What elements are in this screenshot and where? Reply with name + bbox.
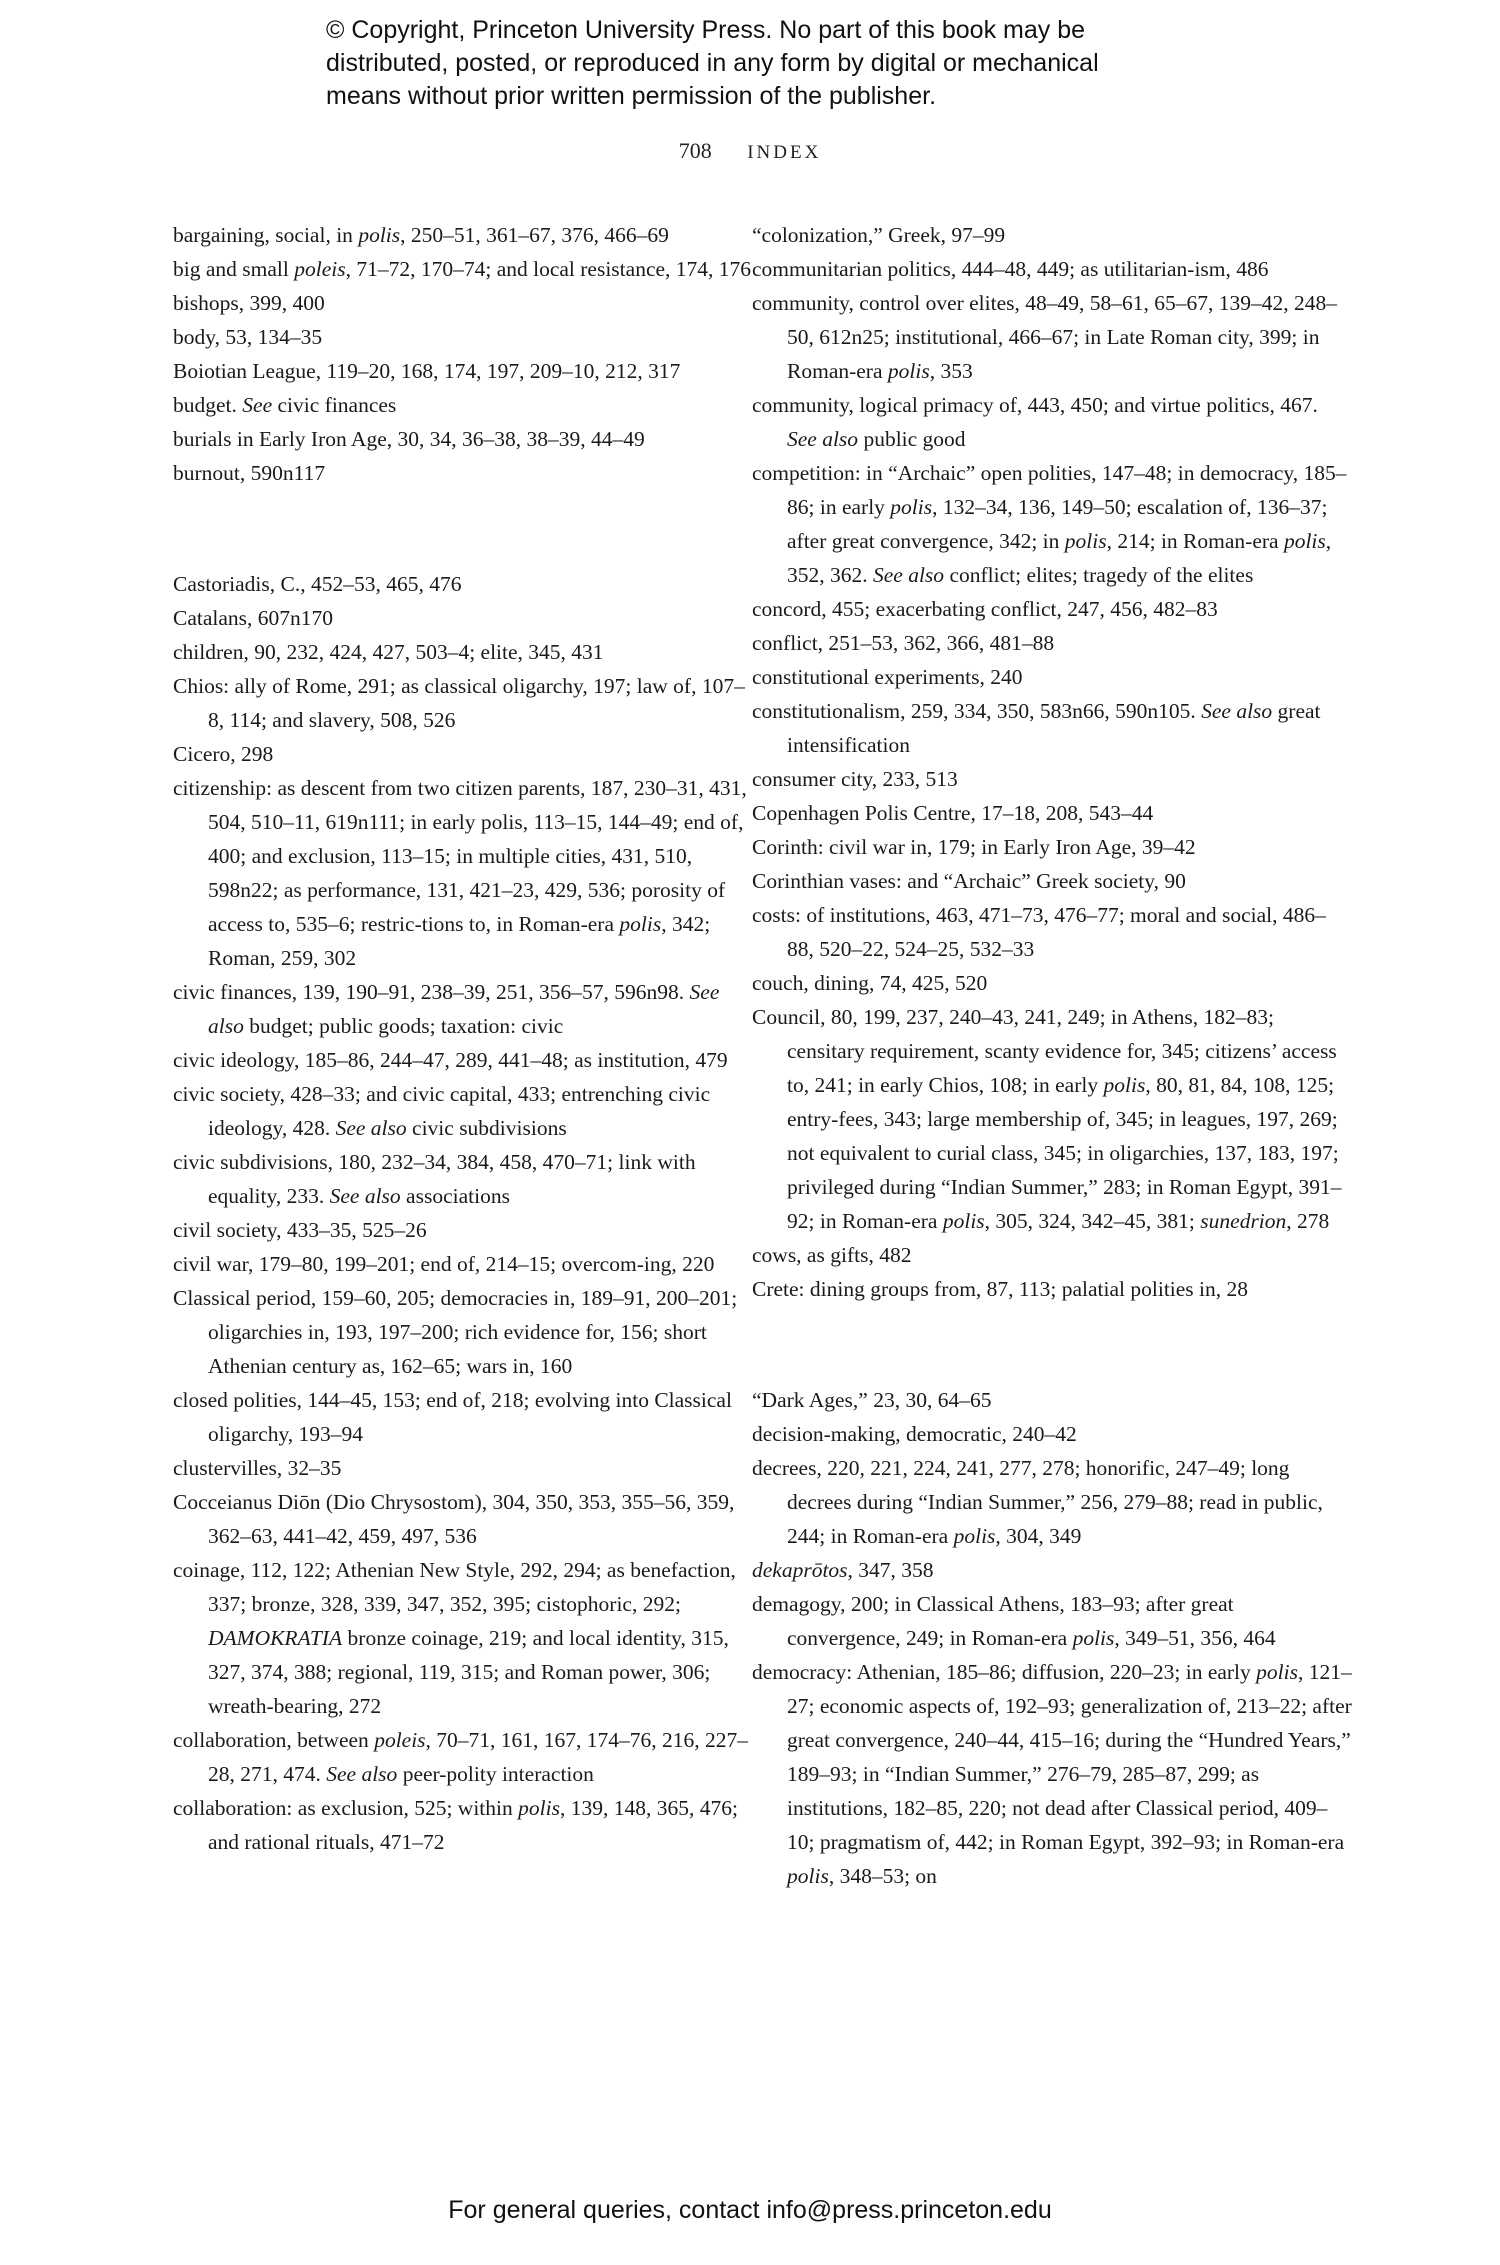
index-entry: cows, as gifts, 482 (752, 1243, 912, 1267)
index-entry: concord, 455; exacerbating conflict, 247, 456, 482–83 (752, 597, 1218, 621)
index-entry: constitutionalism, 259, 334, 350, 583n66, 590n105. See also great intensification (752, 699, 1321, 757)
index-entry: “Dark Ages,” 23, 30, 64–65 (752, 1388, 992, 1412)
running-head (0, 138, 1500, 164)
index-entry: children, 90, 232, 424, 427, 503–4; elite, 345, 431 (173, 640, 604, 664)
footer-contact: For general queries, contact info@press.princeton.edu (448, 2196, 1052, 2224)
index-entry: Castoriadis, C., 452–53, 465, 476 (173, 572, 462, 596)
index-entry: big and small poleis, 71–72, 170–74; and local resistance, 174, 176 (173, 257, 752, 281)
index-entry: burials in Early Iron Age, 30, 34, 36–38, 38–39, 44–49 (173, 427, 645, 451)
index-entry: budget. See civic finances (173, 393, 397, 417)
index-column-right (752, 218, 1352, 1893)
page-number: 708 (678, 138, 712, 163)
index-entry: Classical period, 159–60, 205; democracies in, 189–91, 200–201; oligarchies in, 193, 197–200; rich evidence for, 156; short Athenian century as, 162–65; wars in, 160 (173, 1286, 738, 1378)
index-entry: civic society, 428–33; and civic capital, 433; entrenching civic ideology, 428. See also civic subdivisions (173, 1082, 711, 1140)
letter-group-gap (752, 1328, 1352, 1362)
letter-group-gap (173, 512, 753, 546)
index-entry: Copenhagen Polis Centre, 17–18, 208, 543–44 (752, 801, 1154, 825)
index-entry: closed polities, 144–45, 153; end of, 218; evolving into Classical oligarchy, 193–94 (173, 1388, 732, 1446)
index-entry: competition: in “Archaic” open polities, 147–48; in democracy, 185–86; in early polis, 132–34, 136, 149–50; escalation of, 136–37; after great convergence, 342; in polis, 214; in Roman-era polis, 352, 362. See also conflict; elites; tragedy of the elites (752, 461, 1347, 587)
index-entry: Corinth: civil war in, 179; in Early Iron Age, 39–42 (752, 835, 1196, 859)
index-entry: civic finances, 139, 190–91, 238–39, 251, 356–57, 596n98. See also budget; public goods; taxation: civic (173, 980, 720, 1038)
index-entry: decision-making, democratic, 240–42 (752, 1422, 1077, 1446)
index-entry: couch, dining, 74, 425, 520 (752, 971, 988, 995)
index-entry: community, control over elites, 48–49, 58–61, 65–67, 139–42, 248–50, 612n25; institutional, 466–67; in Late Roman city, 399; in Roman-era polis, 353 (752, 291, 1338, 383)
index-entry: communitarian politics, 444–48, 449; as utilitarian-ism, 486 (752, 257, 1269, 281)
index-entry: costs: of institutions, 463, 471–73, 476–77; moral and social, 486–88, 520–22, 524–25, 532–33 (752, 903, 1326, 961)
index-entry: decrees, 220, 221, 224, 241, 277, 278; honorific, 247–49; long decrees during “Indian Summer,” 256, 279–88; read in public, 244; in Roman-era polis, 304, 349 (752, 1456, 1323, 1548)
index-entry: Council, 80, 199, 237, 240–43, 241, 249; in Athens, 182–83; censitary requirement, scanty evidence for, 345; citizens’ access to, 241; in early Chios, 108; in early polis, 80, 81, 84, 108, 125; entry-fees, 343; large membership of, 345; in leagues, 197, 269; not equivalent to curial class, 345; in oligarchies, 137, 183, 197; privileged during “Indian Summer,” 283; in Roman Egypt, 391–92; in Roman-era polis, 305, 324, 342–45, 381; sunedrion, 278 (752, 1005, 1342, 1233)
index-entry: civil war, 179–80, 199–201; end of, 214–15; overcom-ing, 220 (173, 1252, 715, 1276)
index-column-left (173, 218, 753, 1859)
index-entry: Boiotian League, 119–20, 168, 174, 197, 209–10, 212, 317 (173, 359, 681, 383)
index-entry: burnout, 590n117 (173, 461, 326, 485)
copyright-line: © Copyright, Princeton University Press. No part of this book may be (326, 16, 1086, 44)
index-entry: “colonization,” Greek, 97–99 (752, 223, 1006, 247)
copyright-notice (326, 14, 1226, 113)
index-entry: Cocceianus Diōn (Dio Chrysostom), 304, 350, 353, 355–56, 359, 362–63, 441–42, 459, 497, 536 (173, 1490, 735, 1548)
index-entry: constitutional experiments, 240 (752, 665, 1023, 689)
running-title: INDEX (747, 142, 822, 163)
index-entry: Corinthian vases: and “Archaic” Greek society, 90 (752, 869, 1186, 893)
index-entry: clustervilles, 32–35 (173, 1456, 342, 1480)
index-entry: collaboration, between poleis, 70–71, 161, 167, 174–76, 216, 227–28, 271, 474. See also peer-polity interaction (173, 1728, 749, 1786)
index-entry: conflict, 251–53, 362, 366, 481–88 (752, 631, 1055, 655)
index-entry: civil society, 433–35, 525–26 (173, 1218, 427, 1242)
index-entry: demagogy, 200; in Classical Athens, 183–93; after great convergence, 249; in Roman-era polis, 349–51, 356, 464 (752, 1592, 1276, 1650)
index-entry: civic subdivisions, 180, 232–34, 384, 458, 470–71; link with equality, 233. See also associations (173, 1150, 696, 1208)
index-entry: coinage, 112, 122; Athenian New Style, 292, 294; as benefaction, 337; bronze, 328, 339, 347, 352, 395; cistophoric, 292; DAMOKRATIA bronze coinage, 219; and local identity, 315, 327, 374, 388; regional, 119, 315; and Roman power, 306; wreath-bearing, 272 (173, 1558, 736, 1718)
index-entry: bishops, 399, 400 (173, 291, 325, 315)
index-entry: Cicero, 298 (173, 742, 274, 766)
index-entry: consumer city, 233, 513 (752, 767, 958, 791)
index-entry: Catalans, 607n170 (173, 606, 334, 630)
index-entry: collaboration: as exclusion, 525; within polis, 139, 148, 365, 476; and rational rituals, 471–72 (173, 1796, 738, 1854)
index-entry: Crete: dining groups from, 87, 113; palatial polities in, 28 (752, 1277, 1249, 1301)
index-entry: civic ideology, 185–86, 244–47, 289, 441–48; as institution, 479 (173, 1048, 728, 1072)
index-entry: Chios: ally of Rome, 291; as classical oligarchy, 197; law of, 107–8, 114; and slavery, 508, 526 (173, 674, 745, 732)
index-entry: bargaining, social, in polis, 250–51, 361–67, 376, 466–69 (173, 223, 669, 247)
copyright-line: means without prior written permission of the publisher. (326, 82, 937, 110)
index-entry: community, logical primacy of, 443, 450; and virtue politics, 467. See also public good (752, 393, 1318, 451)
index-entry: citizenship: as descent from two citizen parents, 187, 230–31, 431, 504, 510–11, 619n111; in early polis, 113–15, 144–49; end of, 400; and exclusion, 113–15; in multiple cities, 431, 510, 598n22; as performance, 131, 421–23, 429, 536; porosity of access to, 535–6; restric-tions to, in Roman-era polis, 342; Roman, 259, 302 (173, 776, 747, 970)
index-entry: dekaprōtos, 347, 358 (752, 1558, 934, 1582)
copyright-line: distributed, posted, or reproduced in any form by digital or mechanical (326, 49, 1099, 77)
index-entry: democracy: Athenian, 185–86; diffusion, 220–23; in early polis, 121–27; economic aspects of, 192–93; generalization of, 213–22; after great convergence, 240–44, 415–16; during the “Hundred Years,” 189–93; in “Indian Summer,” 276–79, 285–87, 299; as institutions, 182–85, 220; not dead after Classical period, 409–10; pragmatism of, 442; in Roman Egypt, 392–93; in Roman-era polis, 348–53; on (752, 1660, 1352, 1888)
index-entry: body, 53, 134–35 (173, 325, 323, 349)
